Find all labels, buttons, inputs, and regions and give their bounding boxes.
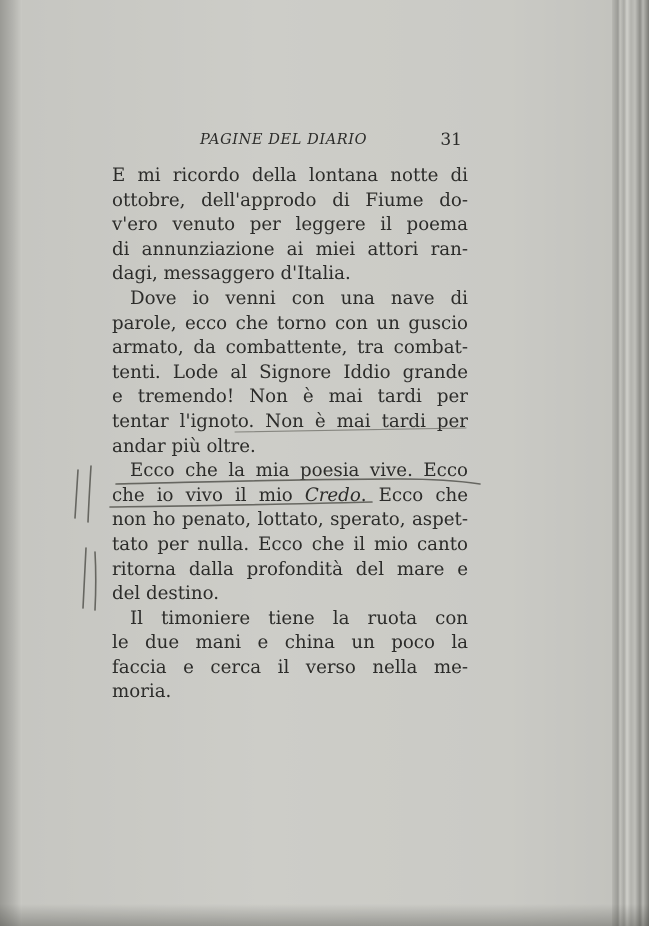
- text-line: dagi, messaggero d'Italia.: [112, 263, 351, 285]
- text-line: Il timoniere tiene la ruota con: [130, 607, 468, 629]
- text-line: andar più oltre.: [112, 435, 256, 457]
- left-page-edge: [0, 0, 22, 926]
- text-line: Dove io venni con una nave di: [130, 287, 468, 309]
- text-line: ritorna dalla profondità del mare e: [112, 558, 468, 580]
- text-line: Ecco che la mia poesia vive. Ecco: [130, 460, 468, 482]
- text-line: le due mani e china un poco la: [112, 632, 468, 654]
- text-line: del destino.: [112, 583, 219, 605]
- running-head: PAGINE DEL DIARIO: [200, 132, 368, 148]
- text-line: tenti. Lode al Signore Iddio grande: [112, 361, 468, 383]
- italic-word: Credo: [304, 484, 361, 506]
- bottom-shadow: [0, 904, 649, 926]
- text-line: parole, ecco che torno con un guscio: [112, 312, 468, 334]
- text-line: faccia e cerca il verso nella me-: [112, 656, 468, 678]
- text-line: moria.: [112, 681, 172, 703]
- text-line: non ho penato, lottato, sperato, aspet-: [112, 509, 468, 531]
- text-line: E mi ricordo della lontana notte di: [112, 165, 468, 186]
- body-text: [112, 164, 468, 705]
- right-page-edges: [612, 0, 649, 926]
- text-line: tato per nulla. Ecco che il mio canto: [112, 533, 468, 555]
- text-line: che io vivo il mio Credo. Ecco che: [112, 484, 468, 506]
- text-line: ottobre, dell'approdo di Fiume do-: [112, 189, 468, 211]
- page-number: 31: [440, 130, 462, 150]
- text-line: di annunziazione ai miei attori ran-: [112, 238, 468, 260]
- text-line: v'ero venuto per leggere il poema: [112, 214, 468, 236]
- text-line: tentar l'ignoto. Non è mai tardi per: [112, 410, 468, 432]
- page-header: [200, 130, 462, 158]
- text-line: armato, da combattente, tra combat-: [112, 337, 468, 359]
- text-line: e tremendo! Non è mai tardi per: [112, 386, 468, 408]
